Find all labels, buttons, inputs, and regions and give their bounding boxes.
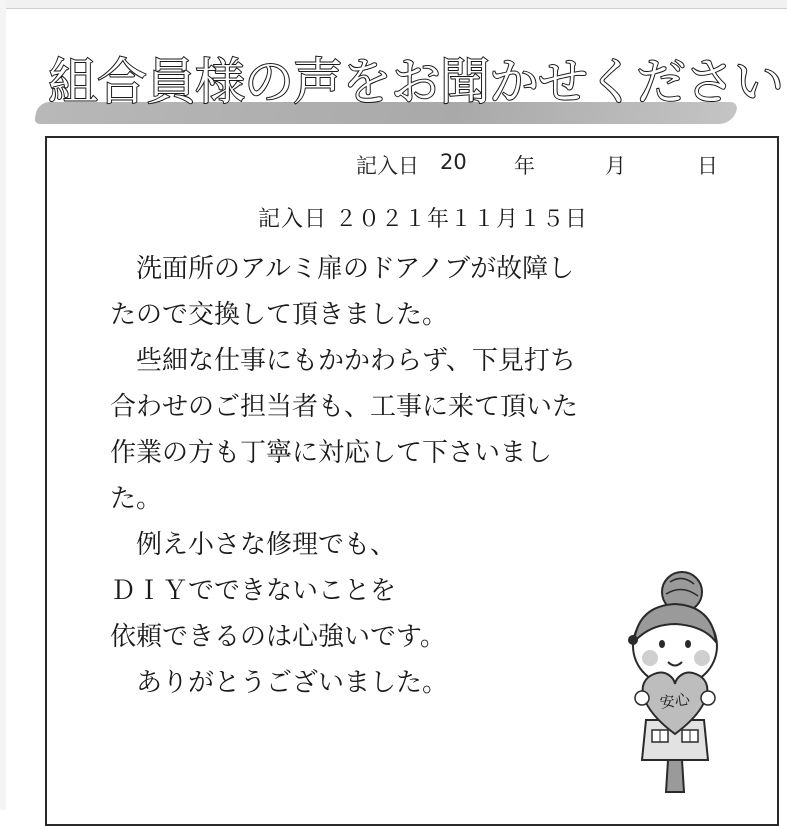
form-day-unit: 日 [697,154,718,178]
body-line: た。 [110,484,163,514]
form-year-unit: 年 [514,154,535,178]
form-month-unit: 月 [605,154,626,178]
page-title: 組合員様の声をお聞かせください [48,53,783,111]
mascot-badge-text: 安心 [658,690,691,713]
form-year-prefix: 20 [440,150,467,174]
body-line: 依頼できるのは心強いです。 [110,622,446,652]
body-line: たので交換して頂きました。 [110,300,449,330]
body-line: 例え小さな修理でも、 [110,530,397,560]
body-line: 洗面所のアルミ扉のドアノブが故障し [110,254,575,284]
mascot-stand [666,760,684,792]
scan-edge-left [0,0,6,810]
body-line: 合わせのご担当者も、工事に来て頂いた [110,392,579,422]
form-date-label: 記入日 [356,154,419,178]
body-line: 些細な仕事にもかかわらず、下見打ち [110,346,576,376]
mascot-illustration [620,570,730,800]
feedback-body [110,246,670,706]
body-line: 作業の方も丁寧に対応して下さいまし [110,438,553,468]
body-line: ＤＩＹでできないことを [110,576,397,606]
entry-date: 記入日 ２０２１年１１月１５日 [258,207,588,232]
body-line: ありがとうございました。 [110,668,449,698]
scan-edge-top [0,0,787,9]
title-banner [36,40,783,130]
